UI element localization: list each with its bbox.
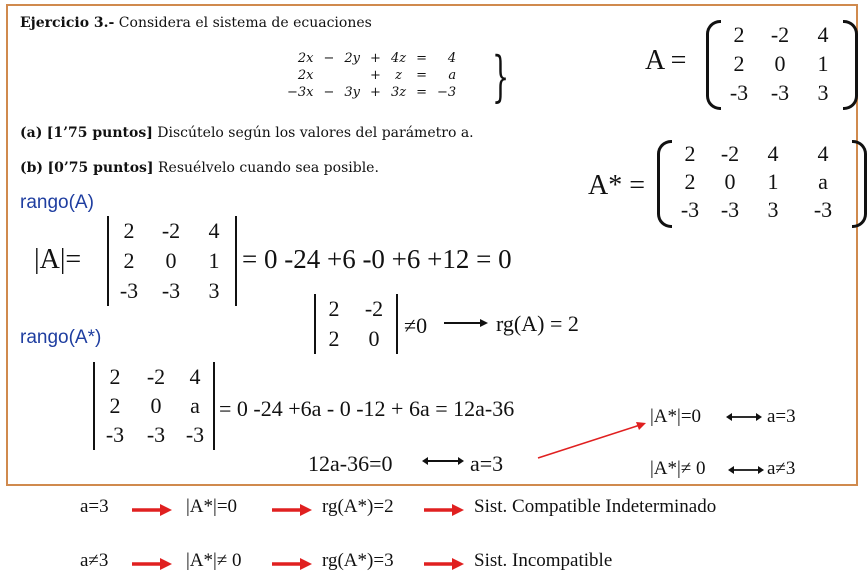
equation-right: a=3 xyxy=(470,451,504,476)
matrix-a-star-cell: -3 xyxy=(720,197,740,222)
equation-term: = xyxy=(416,85,427,100)
part-b xyxy=(20,160,379,176)
equation-term: 2x xyxy=(297,51,314,66)
matrix-a-cell: 2 xyxy=(733,21,745,47)
matrix-a-star-label: A* = xyxy=(588,170,646,201)
det-a-star-result: = 0 -24 +6a - 0 -12 + 6a = 12a-36 xyxy=(219,396,515,421)
minor-a xyxy=(314,294,398,354)
conclusion-cond: a=3 xyxy=(80,496,109,517)
matrix-a-star-cell: 2 xyxy=(684,141,696,166)
case2-right: a≠3 xyxy=(767,458,796,479)
part-a-label: (a) xyxy=(20,125,43,141)
case2-left: |A*|≠ 0 xyxy=(650,458,706,479)
equation-term: −3x xyxy=(287,85,314,100)
det-a-label: |A|= xyxy=(34,244,82,275)
det-a-star-cell: -3 xyxy=(105,421,125,447)
matrix-a-star-cell: 0 xyxy=(724,169,736,194)
equation-term: 4z xyxy=(390,51,407,66)
part-b-text: Resuélvelo cuando sea posible. xyxy=(158,160,379,176)
det-a-star-cell: -2 xyxy=(146,363,166,389)
equation-term xyxy=(319,67,340,84)
matrix-a-star-cell: -3 xyxy=(680,197,700,222)
matrix-a-cell: -2 xyxy=(770,21,790,47)
equation-term: a xyxy=(448,68,457,83)
matrix-a-cell: 0 xyxy=(774,50,786,76)
equation-row xyxy=(282,50,461,67)
red-arrow-icon xyxy=(132,504,172,516)
matrix-a-star-cell: 3 xyxy=(767,197,779,222)
system-right-brace: } xyxy=(492,45,510,108)
equation-left: 12a-36=0 xyxy=(308,451,393,476)
det-a-cell: -2 xyxy=(161,218,181,243)
det-a-star-cell: 0 xyxy=(150,392,162,418)
minor-a-cell: -2 xyxy=(364,296,384,321)
det-a-star-cell: 2 xyxy=(109,392,121,418)
equation-term: − xyxy=(323,85,335,100)
equation-term: 4 xyxy=(447,51,457,66)
minor-a-cell: 2 xyxy=(328,326,340,351)
right-arrow-icon xyxy=(444,318,488,328)
red-arrow-icon xyxy=(424,504,464,516)
conclusion-rank: rg(A*)=3 xyxy=(322,550,394,571)
minor-a-cell: 2 xyxy=(328,296,340,321)
matrix-a-star-cell: 1 xyxy=(767,169,779,194)
equation-term: − xyxy=(323,51,335,66)
matrix-a-cell: -3 xyxy=(770,79,790,105)
part-a xyxy=(20,125,474,141)
det-a-cell: 3 xyxy=(208,278,220,303)
det-a-star-cell: 2 xyxy=(109,363,121,389)
equation-term: 3z xyxy=(390,85,407,100)
matrix-a-star-cell: 4 xyxy=(817,141,829,166)
matrix-a-cell: 1 xyxy=(817,50,829,76)
equation-term: 3y xyxy=(344,85,361,100)
matrix-a-star-cell: -2 xyxy=(720,141,740,166)
equation-row xyxy=(282,67,461,84)
equation-term: + xyxy=(370,85,381,100)
det-a-star-cell: -3 xyxy=(146,421,166,447)
det-a-star xyxy=(93,362,215,450)
conclusion-rank: rg(A*)=2 xyxy=(322,496,394,517)
equation-term: z xyxy=(395,68,402,83)
rango-a-title: rango(A) xyxy=(20,192,94,213)
double-arrow-icon xyxy=(728,465,764,475)
conclusion-det: |A*|=0 xyxy=(186,496,238,517)
det-a-cell: 2 xyxy=(123,248,135,273)
det-a-cell: 4 xyxy=(208,218,220,243)
exercise-heading: Ejercicio 3.- xyxy=(20,15,115,31)
matrix-a-star xyxy=(657,140,867,228)
red-diagonal-arrow-icon xyxy=(536,420,648,460)
det-a-cell: -3 xyxy=(119,278,139,303)
double-arrow-icon xyxy=(726,412,762,422)
part-b-points: [0’75 puntos] xyxy=(47,160,154,176)
part-a-points: [1’75 puntos] xyxy=(46,125,153,141)
equation-term: 2x xyxy=(297,68,314,83)
equation-term: = xyxy=(416,51,427,66)
red-arrow-icon xyxy=(424,558,464,570)
matrix-a-cell: 3 xyxy=(817,79,829,105)
equation-term: −3 xyxy=(436,85,457,100)
minor-a-cell: 0 xyxy=(368,326,380,351)
matrix-a-star-cell: 2 xyxy=(684,169,696,194)
matrix-a-star-cell: -3 xyxy=(813,197,833,222)
det-a-star-cell: a xyxy=(190,392,200,418)
rank-a-result: rg(A) = 2 xyxy=(496,311,579,336)
equation-row xyxy=(282,84,461,101)
matrix-a-cell: 2 xyxy=(733,50,745,76)
det-a-cell: 1 xyxy=(208,248,220,273)
double-arrow-icon xyxy=(422,456,464,466)
equation-term: + xyxy=(370,51,381,66)
det-a-star-cell: 4 xyxy=(189,363,201,389)
equation-system xyxy=(282,50,461,101)
det-a-cell: 2 xyxy=(123,218,135,243)
det-a-cell: -3 xyxy=(161,278,181,303)
equation-term: 2y xyxy=(344,51,361,66)
part-a-text: Discútelo según los valores del parámetro a. xyxy=(157,125,474,141)
exercise-intro: Considera el sistema de ecuaciones xyxy=(118,15,372,31)
equation-term xyxy=(339,67,365,84)
conclusion-result: Sist. Incompatible xyxy=(474,550,613,571)
red-arrow-icon xyxy=(272,558,312,570)
case1-left: |A*|=0 xyxy=(650,406,702,427)
conclusion-result: Sist. Compatible Indeterminado xyxy=(474,496,717,517)
matrix-a xyxy=(706,20,858,110)
conclusion-cond: a≠3 xyxy=(80,550,109,571)
matrix-a-label: A = xyxy=(645,45,687,76)
exercise-heading-line xyxy=(20,15,372,31)
conclusion-det: |A*|≠ 0 xyxy=(186,550,242,571)
matrix-a-star-cell: 4 xyxy=(767,141,779,166)
minor-a-result: ≠0 xyxy=(404,313,428,338)
det-a-cell: 0 xyxy=(165,248,177,273)
det-a xyxy=(107,216,237,306)
matrix-a-cell: -3 xyxy=(729,79,749,105)
red-arrow-icon xyxy=(272,504,312,516)
matrix-a-cell: 4 xyxy=(817,21,829,47)
red-arrow-icon xyxy=(132,558,172,570)
case1-right: a=3 xyxy=(767,406,796,427)
part-b-label: (b) xyxy=(20,160,44,176)
det-a-star-cell: -3 xyxy=(185,421,205,447)
equation-term: + xyxy=(370,68,381,83)
equation-term: = xyxy=(416,68,427,83)
matrix-a-star-cell: a xyxy=(818,169,828,194)
rango-a-star-title: rango(A*) xyxy=(20,327,102,348)
det-a-result: = 0 -24 +6 -0 +6 +12 = 0 xyxy=(242,244,512,274)
